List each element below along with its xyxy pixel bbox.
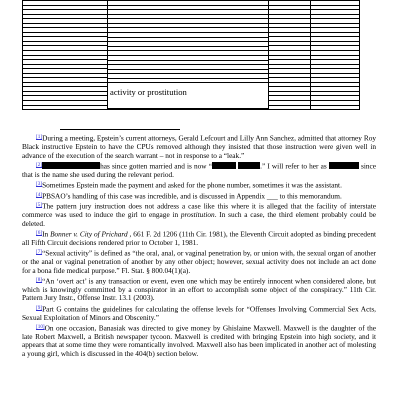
table-fragment — [22, 0, 360, 110]
footnote-link-5[interactable]: [5] — [36, 202, 43, 209]
footnote-text: since that is the name she used during the relevant period. — [22, 161, 377, 179]
footnote-text: has since gotten married and is now “ — [100, 161, 212, 171]
table-column-4 — [311, 1, 360, 110]
footnote-separator — [60, 129, 180, 130]
footnote-link-8[interactable]: [8] — [36, 276, 43, 283]
footnote-7 — [22, 248, 376, 275]
footnote-text: In — [42, 229, 51, 239]
redaction-box — [238, 162, 260, 170]
table-cell-line: activity or prostitution — [110, 87, 187, 97]
case-name: Bonner v. City of Prichard — [50, 229, 128, 239]
footnote-link-3[interactable]: [3] — [36, 180, 43, 187]
footnote-text: During a meeting, Epstein’s current attorneys, Gerald Lefcourt and Lilly Ann Sanchez, admitted that attorney Roy Black instructive Epstein to have the CPUs removed although they insisted that those instruction were given well in advance of the execution of the search warrant – not in response to a “leak.” — [22, 133, 376, 160]
footnote-text: Part G contains the guidelines for calculating the offense levels for “Offenses Involving Commercial Sex Acts, Sexual Exploitation of Minors and Obscenity.” — [22, 304, 376, 322]
table-column-3 — [269, 1, 311, 110]
footnote-4 — [22, 191, 376, 201]
footnote-text: “Sexual activity” is defined as “the oral, anal, or vaginal penetration by, or union with, the sexual organ of another or the anal or vaginal penetration of another by any other object; however, sexual activity does not include an act done for a bona fide medical purpose.” Fl. Stat. § 800.04(1)(a). — [22, 248, 376, 275]
footnote-text: On one occasion, Banasiak was directed to give money by Ghislaine Maxwell. Maxwell is the daughter of the late Robert Maxwell, a British newspaper tycoon. Maxwell is credited with bringing Epstein into high society, and it appears that at some time they were romantically involved. Maxwell also has been implicated in another act of molesting a young girl, which is discussed in the 404(b) section below. — [22, 323, 376, 358]
footnote-9 — [22, 304, 376, 323]
table-column-2 — [108, 1, 269, 110]
footnote-link-1[interactable]: [1] — [36, 134, 43, 140]
table-column-1 — [23, 1, 108, 110]
footnote-text: Sometimes Epstein made the payment and asked for the phone number, sometimes it was the assistant. — [42, 180, 342, 190]
footnote-3 — [22, 180, 376, 190]
table-cell-text — [108, 87, 268, 109]
footnote-2 — [22, 161, 376, 180]
redaction-box — [329, 162, 359, 170]
footnote-link-4[interactable]: [4] — [36, 191, 43, 198]
footnote-text: . In such a case, the third element probably could be deleted. — [22, 210, 376, 228]
footnotes-section — [22, 133, 376, 359]
footnote-text: “An ‘overt act’ is any transaction or event, even one which may be entirely innocent when considered alone, but which is knowingly committed by a conspirator in an effort to accomplish some object of the conspiracy.” 11th Cir. Pattern Jury Instr., Offense Instr. 13.1 (2003). — [22, 276, 376, 303]
footnote-link-7[interactable]: [7] — [36, 249, 43, 256]
footnote-text: PBSAO’s handling of this case was incredible, and is discussed in Appendix ___ to this memorandum. — [42, 191, 342, 201]
footnote-10 — [22, 323, 376, 359]
footnote-text: The pattern jury instruction does not address a case like this where it is alleged that the facility of interstate commerce was used to induce the girl to engage in — [22, 201, 376, 220]
footnote-italic: prostitution — [180, 210, 215, 220]
footnote-link-9[interactable]: [9] — [36, 304, 43, 311]
footnote-link-2[interactable]: [2] — [36, 161, 43, 168]
redaction-box — [42, 162, 100, 170]
footnote-5 — [22, 201, 376, 228]
footnote-text: .” I will refer to her as — [260, 161, 327, 171]
footnote-link-10[interactable]: [10] — [36, 323, 45, 330]
footnote-1 — [22, 133, 376, 160]
footnote-link-6[interactable]: [6] — [36, 229, 43, 236]
footnote-text: , 661 F. 2d 1206 (11th Cir. 1981), the Eleventh Circuit adopted as binding precedent all Fifth Circuit decisions rendered prior to October 1, 1981. — [22, 229, 376, 247]
footnote-8 — [22, 276, 376, 303]
redaction-box — [212, 162, 236, 170]
footnote-6 — [22, 229, 376, 248]
